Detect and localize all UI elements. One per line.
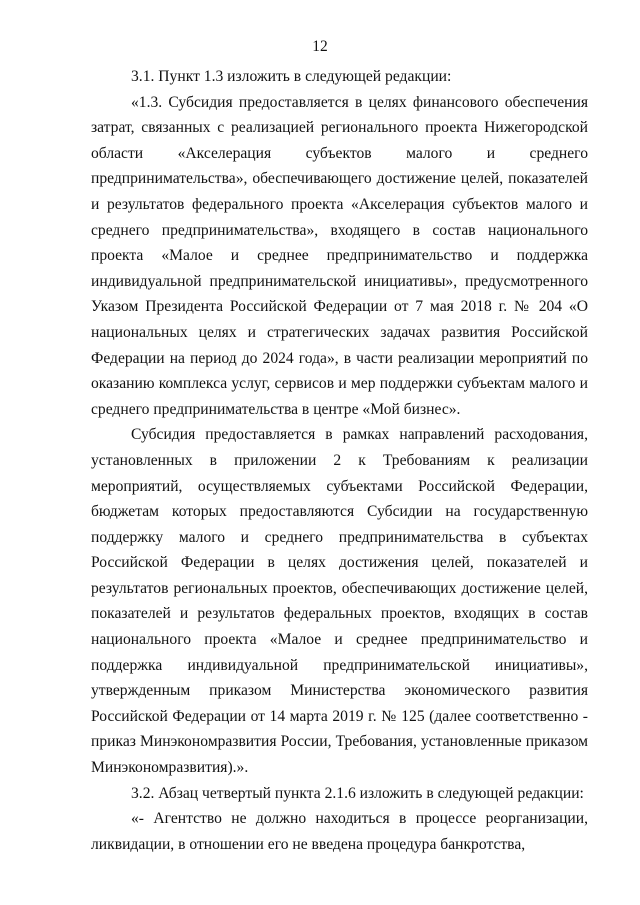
paragraph-1-3: «1.3. Субсидия предоставляется в целях финансового обеспечения затрат, связанных с реализацией регионального проекта Нижегородской области «Акселерация субъектов малого и среднего предпринимательства», обеспечивающего достижение целей, показателей и результатов федерального проекта «Акселерация субъектов малого и среднего предпринимательства», входящего в состав национального проекта «Малое и среднее предпринимательство и поддержка индивидуальной предпринимательской инициативы», предусмотренного Указом Президента Российской Федерации от 7 мая 2018 г. № 204 «О национальных целях и стратегических задачах развития Российской Федерации на период до 2024 года», в части реализации мероприятий по оказанию комплекса услуг, сервисов и мер поддержки субъектам малого и среднего предпринимательства в центре «Мой бизнес».	[91, 93, 588, 418]
paragraph-3-1-heading: 3.1. Пункт 1.3 изложить в следующей редакции:	[131, 68, 452, 85]
paragraph-agency-requirement: «- Агентство не должно находиться в процессе реорганизации, ликвидации, в отношении его не введена процедура банкротства,	[91, 810, 588, 853]
page-number: 12	[312, 38, 328, 55]
paragraph-subsidy-directions: Субсидия предоставляется в рамках направлений расходования, установленных в приложении 2 к Требованиям к реализации мероприятий, осуществляемых субъектами Российской Федерации, бюджетам которых предоставляются Субсидии на государственную поддержку малого и среднего предпринимательства в субъектах Российской Федерации в целях достижения целей, показателей и результатов региональных проектов, обеспечивающих достижение целей, показателей и результатов федеральных проектов, входящих в состав национального проекта «Малое и среднее предпринимательство и поддержка индивидуальной предпринимательской инициативы», утвержденным приказом Министерства экономического развития Российской Федерации от 14 марта 2019 г. № 125 (далее соответственно - приказ Минэкономразвития России, Требования, установленные приказом Минэкономразвития).».	[91, 426, 588, 777]
document-body	[91, 64, 588, 857]
paragraph-3-2-heading: 3.2. Абзац четвертый пункта 2.1.6 изложить в следующей редакции:	[131, 784, 584, 802]
